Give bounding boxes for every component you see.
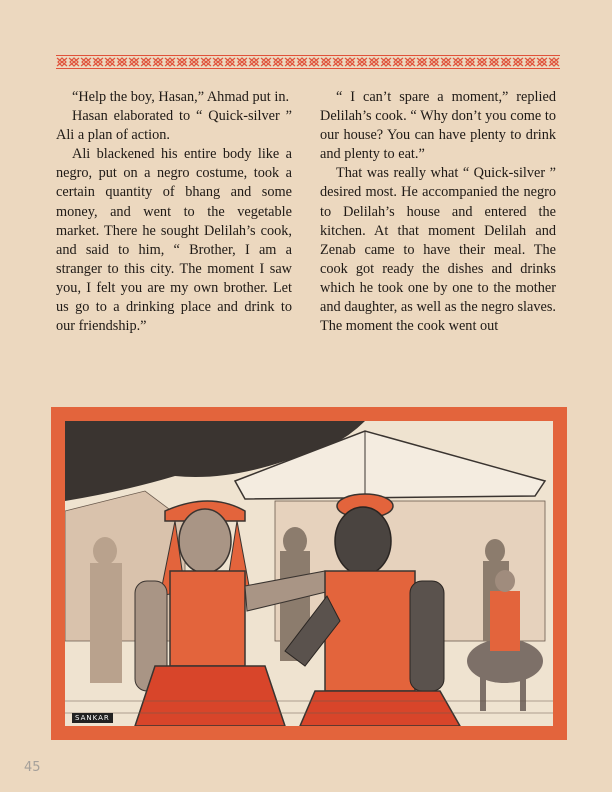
paragraph: That was really what “ Quick-silver ” desired most. He accompanied the negro to Delilah’s house and entered the kitchen. At that moment Delilah and Zenab came to have their meal. The cook got ready the dishes and drinks which he took one by one to the mother and daughter, as well as the negro slaves. The moment the cook went out	[320, 165, 556, 335]
paragraph: Ali blackened his entire body like a negro, put on a negro costume, took a certain quantity of bhang and some money, and went to the vegetable market. There he sought Delilah’s cook, and said to him, “ Brother, I am a stranger to this city. The moment I saw you, I felt you are my own brother. Let us go to a drinking place and drink to our friendship.”	[56, 146, 292, 335]
illustration-frame	[51, 407, 567, 740]
artist-signature: SANKAR	[72, 713, 113, 723]
paragraph: “Help the boy, Hasan,” Ahmad put in.	[72, 89, 290, 105]
floral-border-icon	[56, 55, 560, 69]
left-text-column	[56, 88, 292, 336]
market-illustration	[65, 421, 553, 726]
paragraph: “ I can’t spare a moment,” replied Delilah’s cook. “ Why don’t you come to our house? You can have plenty to drink and plenty to eat.”	[320, 89, 556, 163]
right-text-column	[320, 88, 556, 336]
paragraph: Hasan elaborated to “ Quick-silver ” Ali a plan of action.	[56, 108, 292, 144]
page-number: 45	[24, 760, 41, 775]
